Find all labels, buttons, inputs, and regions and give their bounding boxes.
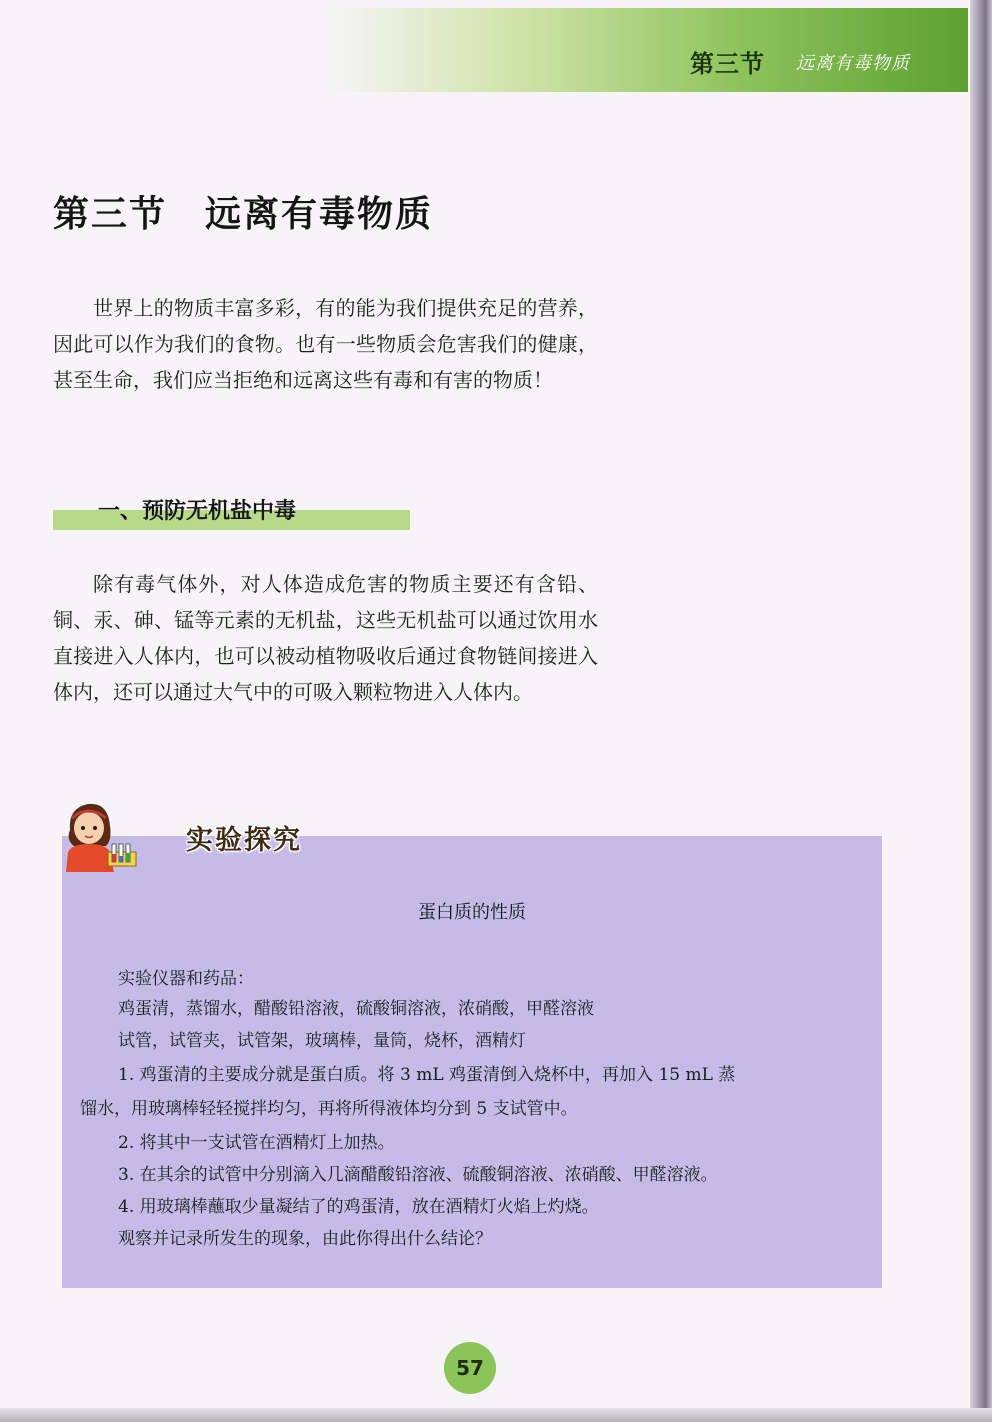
experiment-line: 观察并记录所发生的现象，由此你得出什么结论？: [118, 1229, 492, 1249]
experiment-line: 实验仪器和药品：: [118, 969, 254, 989]
experiment-line: 2. 将其中一支试管在酒精灯上加热。: [118, 1133, 395, 1153]
header-section-title: 远离有毒物质: [796, 53, 910, 74]
experiment-line: 3. 在其余的试管中分别滴入几滴醋酸铅溶液、硫酸铜溶液、浓硝酸、甲醛溶液。: [118, 1165, 718, 1185]
page-number: 57: [456, 1356, 484, 1380]
experiment-line: 1. 鸡蛋清的主要成分就是蛋白质。将 3 mL 鸡蛋清倒入烧杯中，再加入 15 mL 蒸: [118, 1065, 736, 1085]
section-heading: 一、预防无机盐中毒: [98, 499, 297, 524]
intro-paragraph: 世界上的物质丰富多彩，有的能为我们提供充足的营养，因此可以作为我们的食物。也有一些物质会危害我们的健康，甚至生命，我们应当拒绝和远离这些有毒和有害的物质！: [53, 296, 598, 392]
experiment-label: 实验探究: [186, 825, 302, 856]
page-title: 第三节 远离有毒物质: [53, 193, 434, 235]
experiment-title: 蛋白质的性质: [418, 902, 526, 923]
experiment-line: 馏水，用玻璃棒轻轻搅拌均匀，再将所得液体均分到 5 支试管中。: [80, 1099, 578, 1119]
experiment-line: 4. 用玻璃棒蘸取少量凝结了的鸡蛋清，放在酒精灯火焰上灼烧。: [118, 1197, 599, 1217]
header-section-label: 第三节: [690, 49, 765, 78]
experiment-line: 试管，试管夹，试管架，玻璃棒，量筒，烧杯，酒精灯: [118, 1031, 526, 1051]
experiment-line: 鸡蛋清，蒸馏水，醋酸铅溶液，硫酸铜溶液，浓硝酸，甲醛溶液: [118, 999, 594, 1019]
girl-with-test-tubes-icon: [58, 790, 140, 872]
running-header: [330, 8, 968, 92]
page-edge: [970, 0, 992, 1422]
page-bottom-edge: [0, 1408, 992, 1422]
section-paragraph: 除有毒气体外，对人体造成危害的物质主要还有含铅、铜、汞、砷、锰等元素的无机盐，这些无机盐可以通过饮用水直接进入人体内，也可以被动植物吸收后通过食物链间接进入体内，还可以通过大气中的可吸入颗粒物进入人体内。: [53, 572, 598, 704]
